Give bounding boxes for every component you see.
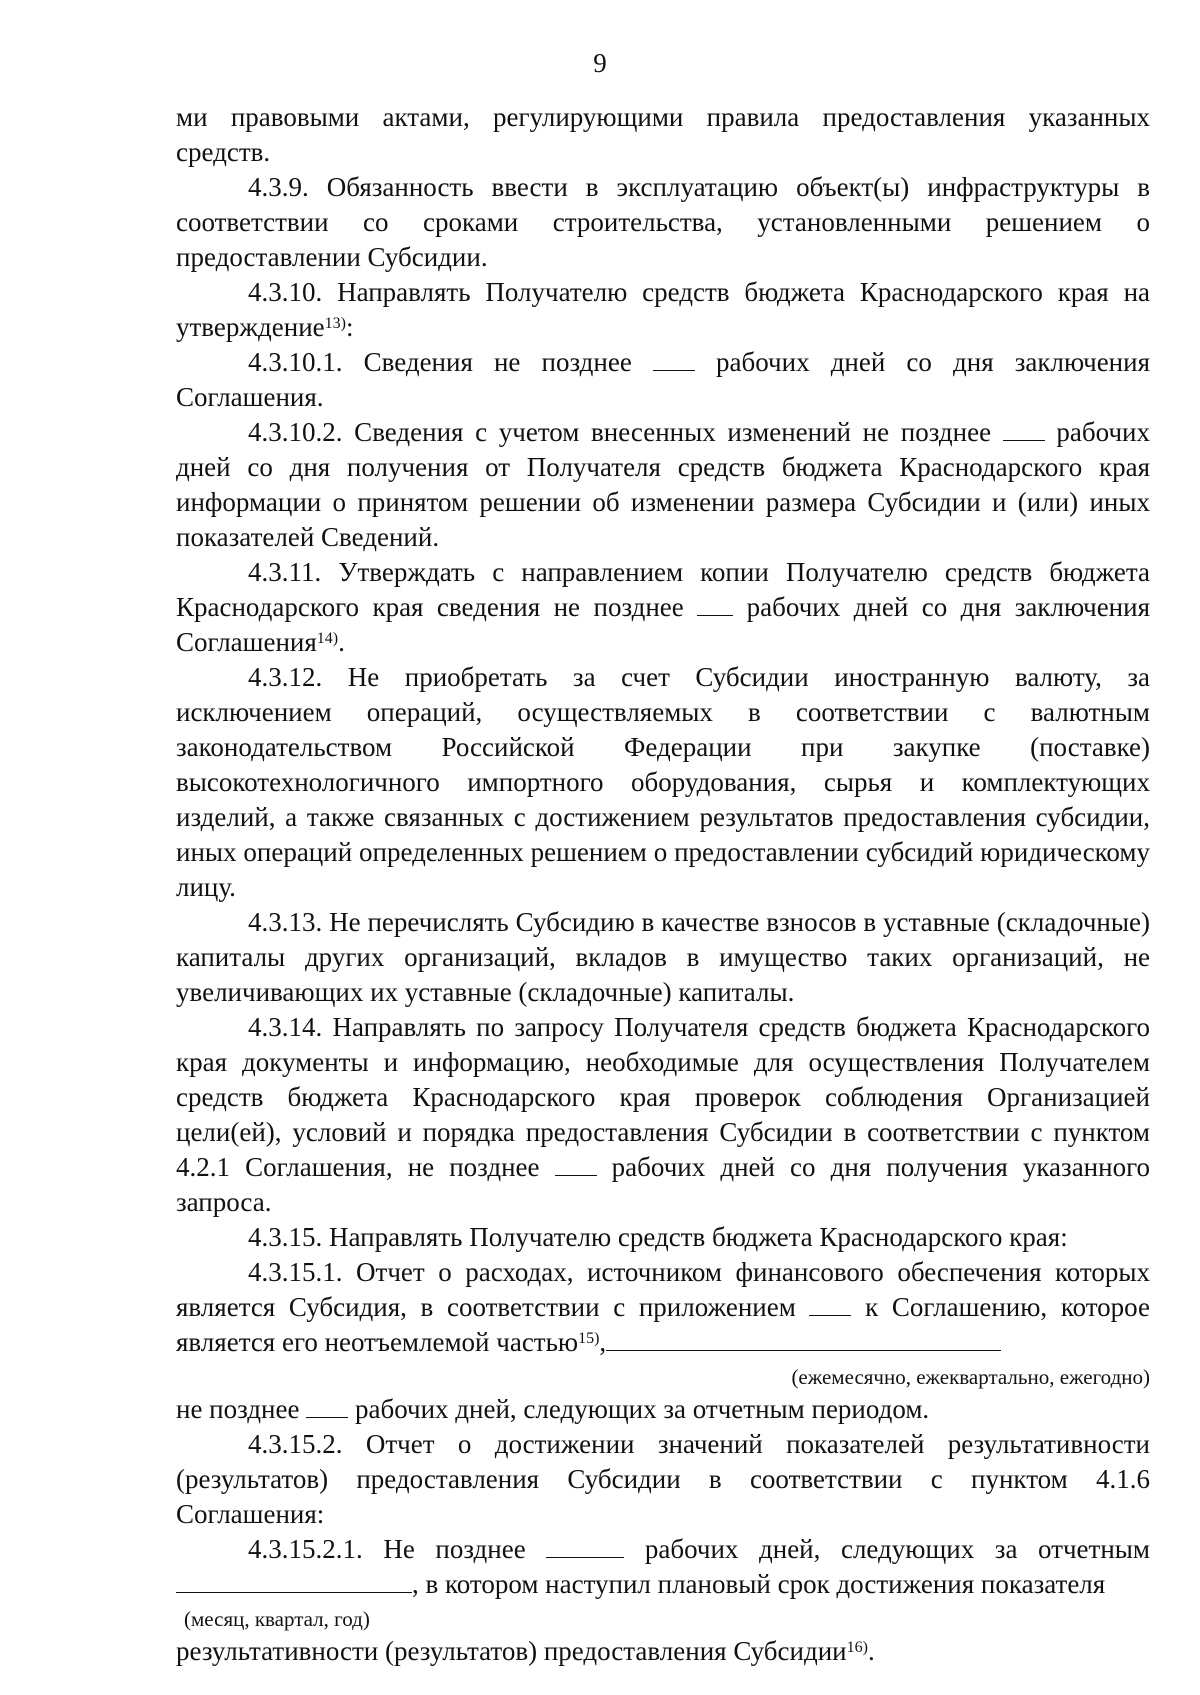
paragraph-continuation: ми правовыми актами, регулирующими правила предоставления указанных средств. [176,102,1150,167]
paragraph-text: рабочих дней со дня получения от Получателя средств бюджета Краснодарского края информации о принятом решении об изменении размера Субсидии и (или) иных показателей Сведений. [176,417,1150,552]
paragraph-final [176,1634,1150,1669]
footnote-ref-14: 14) [316,630,339,647]
paragraph-text: рабочих дней, следующих за отчетным периодом. [348,1394,930,1424]
paragraph-tail: . [867,1636,875,1666]
fill-in-blank [555,1155,597,1176]
paragraph-4-3-10 [176,275,1150,345]
paragraph-4-3-14 [176,1010,1150,1220]
paragraph-text: 4.3.10.2. Сведения с учетом внесенных изменений не позднее [248,417,1003,447]
paragraph-tail: , [599,1327,607,1357]
paragraph-text: рабочих дней со дня заключения Соглашения. [176,347,1150,412]
footnote-ref-13: 13) [324,315,346,332]
paragraph-text: 4.3.10.1. Сведения не позднее [248,347,653,377]
paragraph-text: рабочих дней со дня заключения Соглашения [176,592,1151,657]
fill-in-blank [306,1397,348,1418]
paragraph-4-3-13: 4.3.13. Не перечислять Субсидию в качестве взносов в уставные (складочные) капиталы других организаций, вкладов в имущество таких организаций, не увеличивающих их уставные (складочные) капиталы. [176,907,1150,1007]
paragraph-text: 4.3.10. Направлять Получателю средств бюджета Краснодарского края на утверждение [176,277,1150,342]
fill-in-line-periodicity [606,1330,1001,1351]
paragraph-4-3-15-2: 4.3.15.2. Отчет о достижении значений показателей результативности (результатов) предоставления Субсидии в соответствии с пунктом 4.1.6 Соглашения: [176,1429,1150,1529]
paragraph-4-3-15: 4.3.15. Направлять Получателю средств бюджета Краснодарского края: [248,1222,1068,1252]
footnote-ref-15: 15) [578,1330,600,1347]
paragraph-tail: : [345,312,354,342]
fill-in-line-period [176,1572,412,1593]
fill-in-blank [1003,420,1045,441]
paragraph-4-3-9: 4.3.9. Обязанность ввести в эксплуатацию объект(ы) инфраструктуры в соответствии со сроками строительства, установленными решением о предоставлении Субсидии. [176,172,1150,272]
footnote-ref-16: 16) [846,1639,868,1656]
paragraph-4-3-12: 4.3.12. Не приобретать за счет Субсидии иностранную валюту, за исключением операций, осуществляемых в соответствии с валютным законодательством Российской Федерации при закупке (поставке) высокотехнологичного импортного оборудования, сырья и комплектующих изделий, а также связанных с достижением результатов предоставления субсидии, иных операций определенных решением о предоставлении субсидий юридическому лицу. [176,662,1150,902]
paragraph-text: рабочих дней, следующих за отчетным [624,1534,1150,1564]
paragraph-text: 4.3.15.1. Отчет о расходах, источником финансового обеспечения которых является Субсидия, в соответствии с приложением [176,1257,1150,1322]
paragraph-text: 4.3.14. Направлять по запросу Получателя средств бюджета Краснодарского края документы и информацию, необходимые для осуществления Получателем средств бюджета Краснодарского края проверок соблюдения Организацией цели(ей), условий и порядка предоставления Субсидии в соответствии с пунктом 4.2.1 Соглашения, не позднее [176,1012,1150,1182]
paragraph-text: 4.3.15.2.1. Не позднее [248,1534,547,1564]
fill-in-blank [697,595,733,616]
paragraph-text: результативности (результатов) предоставления Субсидии [176,1636,847,1666]
paragraph-text: не позднее [176,1394,307,1424]
paragraph-text: рабочих дней со дня получения указанного запроса. [176,1152,1150,1217]
periodicity-hint: (ежемесячно, ежеквартально, ежегодно) [791,1365,1150,1389]
paragraph-4-3-11 [176,555,1150,660]
paragraph-text: , в котором наступил плановый срок достижения показателя [412,1569,1106,1599]
fill-in-blank [546,1537,624,1558]
fill-in-blank [653,350,695,371]
paragraph-deadline [176,1392,1150,1427]
fill-in-blank [809,1295,851,1316]
paragraph-4-3-15-1 [176,1255,1150,1360]
paragraph-text: 4.3.11. Утверждать с направлением копии Получателю средств бюджета Краснодарского края сведения не позднее [176,557,1150,622]
paragraph-text: к Соглашению, которое является его неотъемлемой частью [176,1292,1150,1357]
page-number: 9 [593,48,607,78]
paragraph-4-3-10-1 [176,345,1150,415]
paragraph-tail: . [338,627,345,657]
document-body [176,100,1150,1669]
paragraph-4-3-15-2-1 [176,1532,1150,1602]
paragraph-4-3-10-2 [176,415,1150,555]
period-hint: (месяц, квартал, год) [184,1607,370,1631]
